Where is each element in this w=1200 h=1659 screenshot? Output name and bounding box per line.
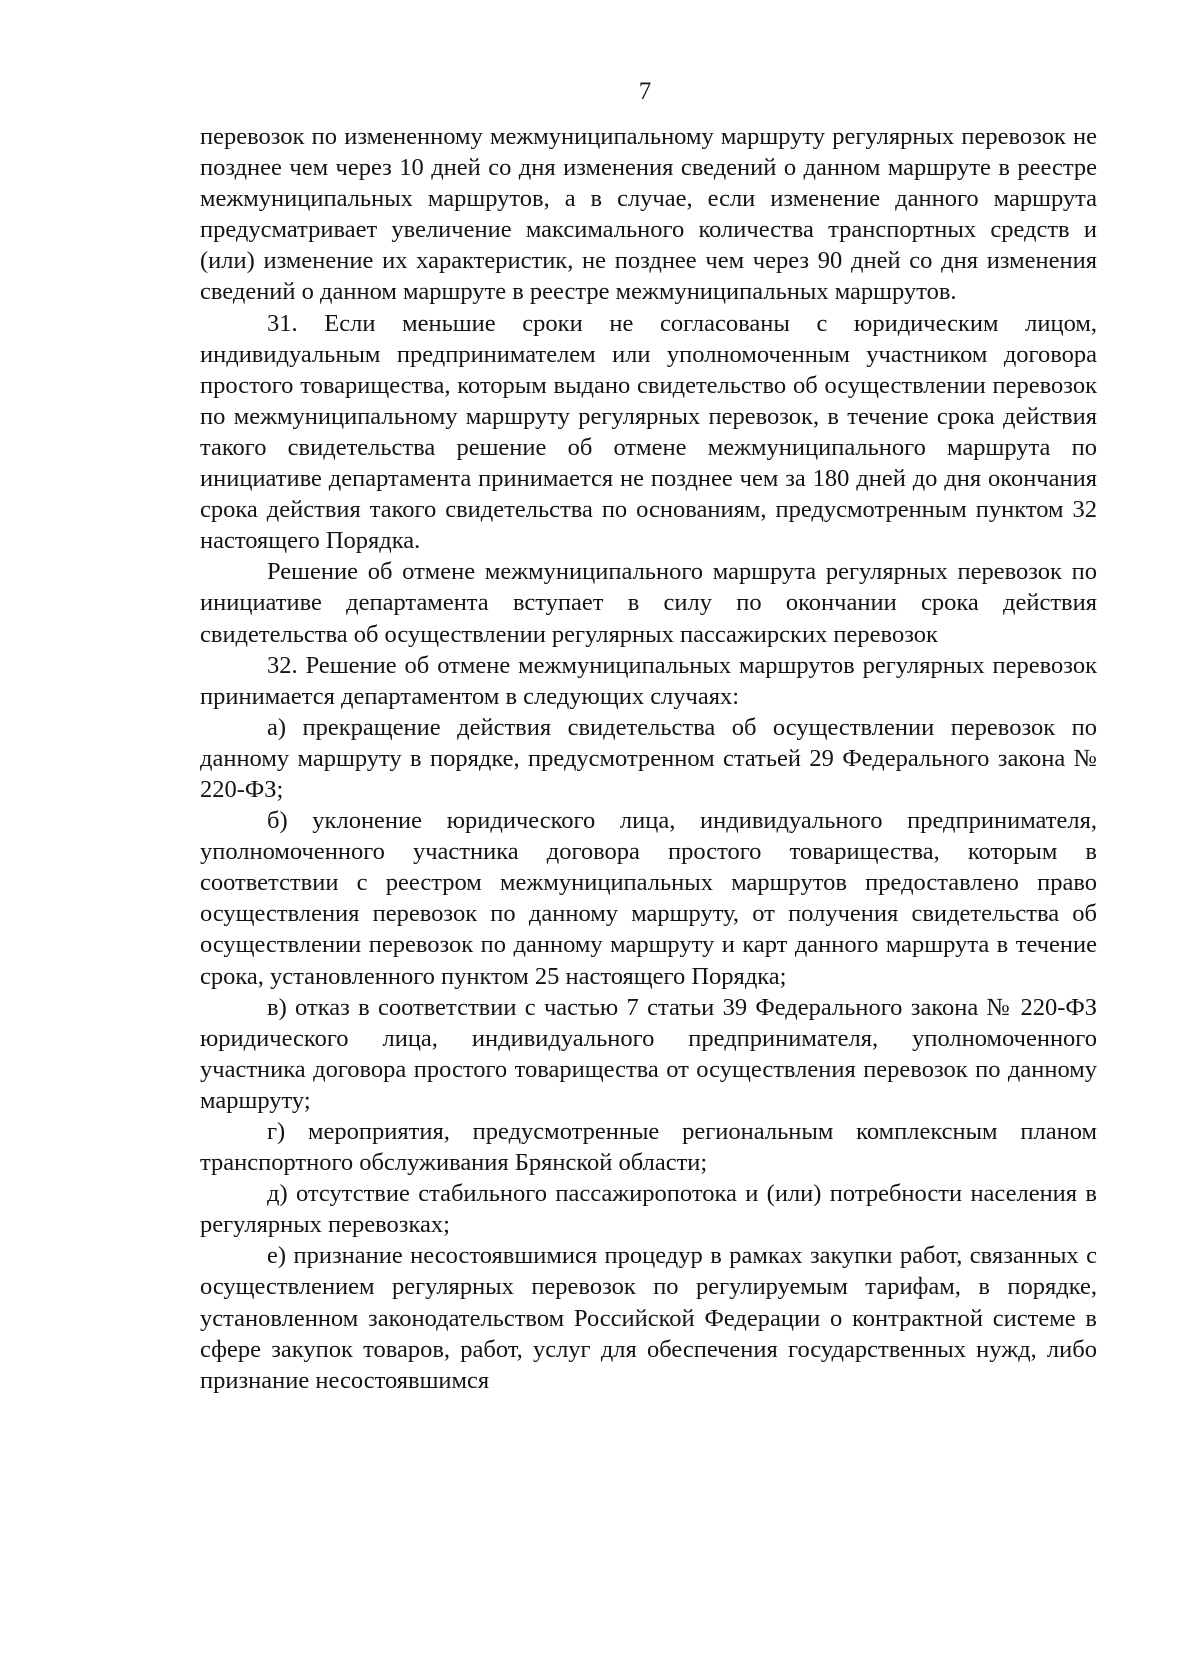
paragraph-32-item-v: в) отказ в соответствии с частью 7 статьи 39 Федерального закона № 220-ФЗ юридического лица, индивидуального предпринимателя, уполномоченного участника договора простого товарищества от осуществления перевозок по данному маршруту; xyxy=(200,993,1097,1114)
paragraph-32: 32. Решение об отмене межмуниципальных маршрутов регулярных перевозок принимается департаментом в следующих случаях: xyxy=(200,651,1097,710)
paragraph-32-item-d: д) отсутствие стабильного пассажиропотока и (или) потребности населения в регулярных перевозках; xyxy=(200,1180,1097,1239)
document-body xyxy=(200,121,1097,1396)
paragraph-32-item-e: е) признание несостоявшимися процедур в рамках закупки работ, связанных с осуществлением регулярных перевозок по регулируемым тарифам, в порядке, установленном законодательством Российской Федерации о контрактной системе в сфере закупок товаров, работ, услуг для обеспечения государственных нужд, либо признание несостоявшимся xyxy=(200,1242,1097,1394)
paragraph-32-item-a: а) прекращение действия свидетельства об осуществлении перевозок по данному маршруту в порядке, предусмотренном статьей 29 Федерального закона № 220-ФЗ; xyxy=(200,713,1097,803)
paragraph-continuation-30: перевозок по измененному межмуниципальному маршруту регулярных перевозок не позднее чем через 10 дней со дня изменения сведений о данном маршруте в реестре межмуниципальных маршрутов, а в случае, если изменение данного маршрута предусматривает увеличение максимального количества транспортных средств и (или) изменение их характеристик, не позднее чем через 90 дней со дня изменения сведений о данном маршруте в реестре межмуниципальных маршрутов. xyxy=(200,123,1097,306)
paragraph-31-decision: Решение об отмене межмуниципального маршрута регулярных перевозок по инициативе департамента вступает в силу по окончании срока действия свидетельства об осуществлении регулярных пассажирских перевозок xyxy=(200,558,1097,648)
paragraph-31: 31. Если меньшие сроки не согласованы с юридическим лицом, индивидуальным предпринимателем или уполномоченным участником договора простого товарищества, которым выдано свидетельство об осуществлении перевозок по межмуниципальному маршруту регулярных перевозок, в течение срока действия такого свидетельства решение об отмене межмуниципального маршрута по инициативе департамента принимается не позднее чем за 180 дней до дня окончания срока действия такого свидетельства по основаниям, предусмотренным пунктом 32 настоящего Порядка. xyxy=(200,309,1097,555)
page-number: 7 xyxy=(638,78,652,105)
paragraph-32-item-b: б) уклонение юридического лица, индивидуального предпринимателя, уполномоченного участника договора простого товарищества, которым в соответствии с реестром межмуниципальных маршрутов предоставлено право осуществления перевозок по данному маршруту, от получения свидетельства об осуществлении перевозок по данному маршруту и карт данного маршрута в течение срока, установленного пунктом 25 настоящего Порядка; xyxy=(200,807,1097,990)
paragraph-32-item-g: г) мероприятия, предусмотренные региональным комплексным планом транспортного обслуживания Брянской области; xyxy=(200,1118,1097,1177)
